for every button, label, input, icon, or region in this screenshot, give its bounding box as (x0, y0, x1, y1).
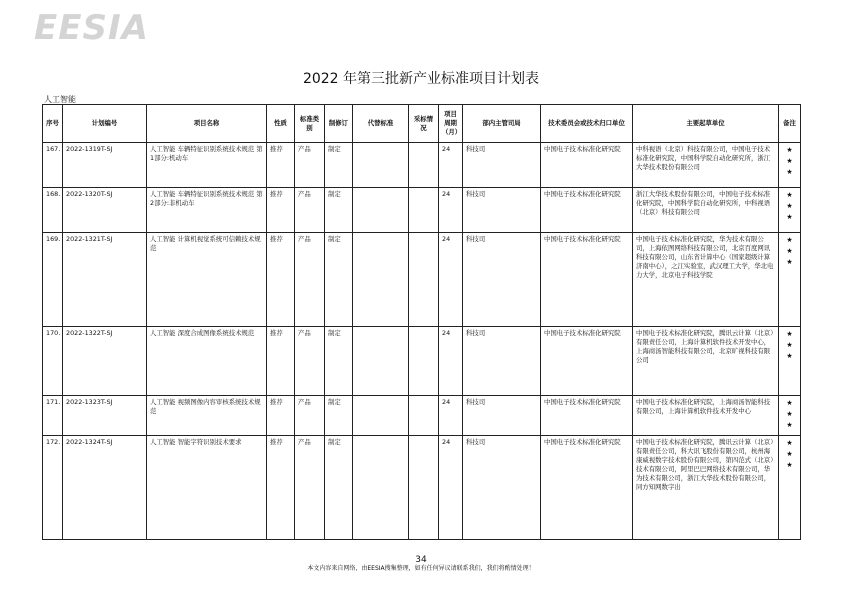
cell-replaced (353, 188, 409, 233)
cell-name: 人工智能 深度合成图像系统技术规范 (147, 327, 267, 396)
cell-tc: 中国电子技术标准化研究院 (541, 143, 633, 188)
cell-formulate: 制定 (325, 327, 353, 396)
header-dept: 部内主管司局 (463, 105, 541, 143)
star-icon: ★ (786, 399, 793, 407)
cell-dept: 科技司 (463, 396, 541, 436)
cell-adopt (409, 233, 439, 327)
table-row (43, 143, 801, 188)
cell-adopt (409, 396, 439, 436)
standards-plan-table (42, 104, 801, 540)
cell-nature: 推荐 (267, 143, 295, 188)
cell-tc: 中国电子技术标准化研究院 (541, 327, 633, 396)
cell-tc: 中国电子技术标准化研究院 (541, 188, 633, 233)
cell-seq: 172. (43, 436, 63, 540)
header-remark: 备注 (779, 105, 801, 143)
cell-plan-no: 2022-1321T-SJ (63, 233, 147, 327)
cell-drafter: 中国电子技术标准化研究院，上海商汤智能科技有限公司，上海计算机软件技术开发中心 (633, 396, 779, 436)
cell-seq: 167. (43, 143, 63, 188)
cell-replaced (353, 436, 409, 540)
footer-disclaimer: 本文内容来自网络，由EESIA搜集整理，如有任何异议请联系我们，我们将酌情处理！ (307, 565, 535, 572)
star-icon: ★ (786, 236, 793, 244)
star-icon: ★ (786, 352, 793, 360)
table-row (43, 396, 801, 436)
cell-drafter: 中国电子技术标准化研究院，腾讯云计算（北京）有限责任公司，上海计算机软件技术开发中心，上海商汤智能科技有限公司，北京旷视科技有限公司 (633, 327, 779, 396)
star-icon: ★ (786, 157, 793, 165)
table-row (43, 233, 801, 327)
cell-name: 人工智能 车辆特征识别系统技术规范 第1部分:机动车 (147, 143, 267, 188)
header-period: 项目周期（月） (439, 105, 463, 143)
header-drafter: 主要起草单位 (633, 105, 779, 143)
star-icon: ★ (786, 330, 793, 338)
table-row (43, 436, 801, 540)
cell-name: 人工智能 计算机视觉系统可信赖技术规范 (147, 233, 267, 327)
cell-dept: 科技司 (463, 188, 541, 233)
cell-formulate: 制定 (325, 233, 353, 327)
cell-nature: 推荐 (267, 396, 295, 436)
cell-drafter: 中国电子技术标准化研究院，华为技术有限公司，上海依图网络科技有限公司，北京百度网讯科技有限公司，山东省计算中心（国家超级计算济南中心），之江实验室，武汉理工大学，华北电力大学，北京电子科技学院 (633, 233, 779, 327)
cell-drafter: 中科视语（北京）科技有限公司，中国电子技术标准化研究院，中国科学院自动化研究所，浙江大华技术股份有限公司 (633, 143, 779, 188)
header-adopt: 采标情况 (409, 105, 439, 143)
cell-plan-no: 2022-1319T-SJ (63, 143, 147, 188)
star-icon: ★ (786, 450, 793, 458)
cell-period: 24 (439, 436, 463, 540)
eesia-logo: EESIA (34, 8, 149, 48)
header-formulate: 制修订 (325, 105, 353, 143)
cell-plan-no: 2022-1320T-SJ (63, 188, 147, 233)
cell-period: 24 (439, 327, 463, 396)
cell-nature: 推荐 (267, 188, 295, 233)
cell-remark (779, 436, 801, 540)
cell-name: 人工智能 智能字符识别技术要求 (147, 436, 267, 540)
cell-nature: 推荐 (267, 436, 295, 540)
page-title: 2022 年第三批新产业标准项目计划表 (302, 71, 540, 87)
cell-seq: 169. (43, 233, 63, 327)
cell-tc: 中国电子技术标准化研究院 (541, 396, 633, 436)
header-nature: 性质 (267, 105, 295, 143)
star-icon: ★ (786, 410, 793, 418)
cell-adopt (409, 188, 439, 233)
cell-formulate: 制定 (325, 436, 353, 540)
header-seq: 序号 (43, 105, 63, 143)
cell-formulate: 制定 (325, 143, 353, 188)
cell-remark (779, 396, 801, 436)
star-icon: ★ (786, 168, 793, 176)
cell-std-type: 产品 (295, 188, 325, 233)
cell-std-type: 产品 (295, 396, 325, 436)
cell-formulate: 制定 (325, 188, 353, 233)
cell-replaced (353, 396, 409, 436)
star-icon: ★ (786, 341, 793, 349)
cell-std-type: 产品 (295, 233, 325, 327)
cell-tc: 中国电子技术标准化研究院 (541, 436, 633, 540)
header-std-type: 标准类别 (295, 105, 325, 143)
cell-plan-no: 2022-1322T-SJ (63, 327, 147, 396)
cell-adopt (409, 143, 439, 188)
cell-nature: 推荐 (267, 233, 295, 327)
page-number: 34 (415, 555, 427, 565)
star-icon: ★ (786, 258, 793, 266)
table-row (43, 188, 801, 233)
cell-remark (779, 143, 801, 188)
cell-dept: 科技司 (463, 143, 541, 188)
cell-remark (779, 327, 801, 396)
header-tc: 技术委员会或技术归口单位 (541, 105, 633, 143)
cell-nature: 推荐 (267, 327, 295, 396)
cell-seq: 170. (43, 327, 63, 396)
cell-replaced (353, 233, 409, 327)
star-icon: ★ (786, 146, 793, 154)
cell-drafter: 中国电子技术标准化研究院，腾讯云计算（北京）有限责任公司，科大讯飞股份有限公司，杭州海康威视数字技术股份有限公司，第四范式（北京）技术有限公司，阿里巴巴网络技术有限公司，华为技术有限公司，浙江大华技术股份有限公司，同方知网数字出 (633, 436, 779, 540)
star-icon: ★ (786, 202, 793, 210)
cell-name: 人工智能 视频图像内容审核系统技术规范 (147, 396, 267, 436)
cell-replaced (353, 143, 409, 188)
cell-period: 24 (439, 143, 463, 188)
star-icon: ★ (786, 191, 793, 199)
cell-std-type: 产品 (295, 327, 325, 396)
table-header-row (43, 105, 801, 143)
category-label: 人工智能 (44, 95, 76, 104)
cell-seq: 168. (43, 188, 63, 233)
cell-name: 人工智能 车辆特征识别系统技术规范 第2部分:非机动车 (147, 188, 267, 233)
star-icon: ★ (786, 461, 793, 469)
cell-remark (779, 233, 801, 327)
cell-replaced (353, 327, 409, 396)
star-icon: ★ (786, 213, 793, 221)
cell-period: 24 (439, 396, 463, 436)
cell-plan-no: 2022-1324T-SJ (63, 436, 147, 540)
cell-seq: 171. (43, 396, 63, 436)
cell-adopt (409, 327, 439, 396)
star-icon: ★ (786, 439, 793, 447)
cell-adopt (409, 436, 439, 540)
star-icon: ★ (786, 421, 793, 429)
header-plan-no: 计划编号 (63, 105, 147, 143)
cell-period: 24 (439, 188, 463, 233)
cell-std-type: 产品 (295, 436, 325, 540)
cell-plan-no: 2022-1323T-SJ (63, 396, 147, 436)
cell-dept: 科技司 (463, 327, 541, 396)
header-replaced: 代替标准 (353, 105, 409, 143)
cell-tc: 中国电子技术标准化研究院 (541, 233, 633, 327)
cell-formulate: 制定 (325, 396, 353, 436)
cell-dept: 科技司 (463, 233, 541, 327)
cell-drafter: 浙江大华技术股份有限公司，中国电子技术标准化研究院，中国科学院自动化研究所，中科视语（北京）科技有限公司 (633, 188, 779, 233)
cell-std-type: 产品 (295, 143, 325, 188)
cell-period: 24 (439, 233, 463, 327)
header-name: 项目名称 (147, 105, 267, 143)
cell-remark (779, 188, 801, 233)
cell-dept: 科技司 (463, 436, 541, 540)
star-icon: ★ (786, 247, 793, 255)
table-row (43, 327, 801, 396)
